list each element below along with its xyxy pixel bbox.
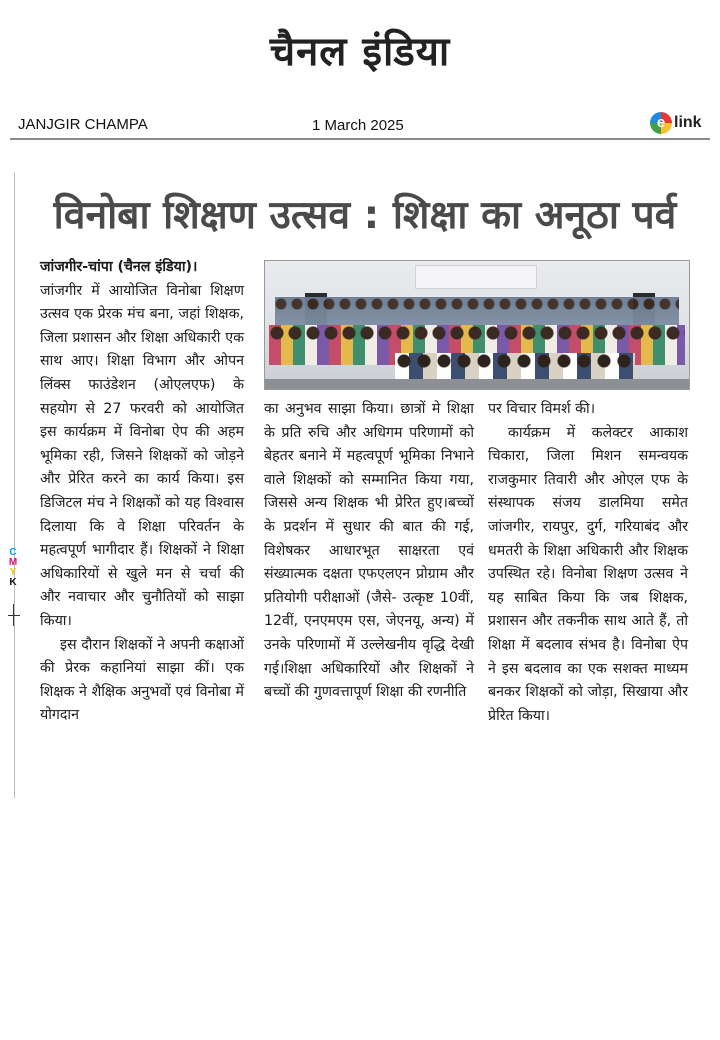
photo-floor (265, 379, 689, 389)
cmyk-c: C (9, 547, 17, 558)
article-headline: विनोबा शिक्षण उत्सव : शिक्षा का अनूठा पर्व (53, 193, 677, 238)
cmyk-m: M (8, 557, 18, 568)
event-banner (415, 265, 537, 289)
column-1-paragraph-2: इस दौरान शिक्षकों ने अपनी कक्षाओं की प्रेरक कहानियां साझा कीं। एक शिक्षक ने शैक्षिक अनुभवों एवं विनोबा में योगदान (40, 636, 244, 724)
edition-label: JANJGIR CHAMPA (18, 116, 148, 133)
article-column-3 (488, 398, 688, 728)
elink-logo (650, 110, 702, 136)
elink-logo-icon: e (650, 112, 672, 134)
elink-logo-text: link (674, 114, 702, 131)
article-column-1 (40, 256, 244, 728)
newspaper-masthead: चैनल इंडिया (269, 28, 451, 75)
header-divider (10, 138, 710, 140)
publication-date: 1 March 2025 (312, 117, 404, 134)
article-dateline: जांजगीर-चांपा (चैनल इंडिया)। (40, 259, 198, 275)
registration-crosshair-icon (8, 604, 20, 626)
article-column-2 (264, 398, 474, 705)
clipping-left-border (14, 172, 15, 798)
column-3-paragraph-1: पर विचार विमर्श की। (488, 401, 596, 417)
cmyk-k: K (9, 577, 17, 588)
cmyk-registration-mark (6, 548, 20, 588)
column-3-paragraph-2: कार्यक्रम में कलेक्टर आकाश चिकारा, जिला मिशन समन्वयक राजकुमार तिवारी और ओएल एफ के संस्थापक संजय डालमिया समेत जांजगीर, रायपुर, दुर्ग, गरियाबंद और धमतरी के शिक्षा अधिकारी और शिक्षक उपस्थित रहे। विनोबा शिक्षण उत्सव ने यह साबित किया कि जब शिक्षक, प्रशासन और तकनीक साथ आते हैं, तो शिक्षा में बदलाव संभव है। विनोबा ऐप ने इस बदलाव का एक सशक्त माध्यम बनकर शिक्षकों को जोड़ा, सिखाया और प्रेरित किया। (488, 424, 688, 724)
cmyk-y: Y (9, 567, 17, 578)
group-photo (264, 260, 690, 390)
column-2-paragraph-1: का अनुभव साझा किया। छात्रों मे शिक्षा के प्रति रुचि और अधिगम परिणामों को बेहतर बनाने में महत्वपूर्ण भूमिका निभाने वाले शिक्षकों को सम्मानित किया गया, जिससे अन्य शिक्षक भी प्रेरित हुए।बच्चों के प्रदर्शन में सुधार की बात की गई, विशेषकर आधारभूत साक्षरता एवं संख्यात्मक दक्षता एफएलएन प्रोग्राम और प्रतियोगी परीक्षाओं (जैसे- उत्कृष्ट 10वीं, 12वीं, एनएमएम एस, जेएनयू, अन्य) में उनके परिणामों में उल्लेखनीय वृद्धि देखी गई।शिक्षा अधिकारियों और शिक्षकों ने बच्चों की गुणवत्तापूर्ण शिक्षा की रणनीति (264, 401, 474, 701)
column-1-paragraph-1: जांजगीर में आयोजित विनोबा शिक्षण उत्सव एक प्रेरक मंच बना, जहां शिक्षक, जिला प्रशासन और शिक्षा अधिकारी एक साथ आए। शिक्षा विभाग और ओपन लिंक्स फाउंडेशन (ओएलएफ) के सहयोग से 27 फरवरी को आयोजित इस कार्यक्रम में विनोबा ऐप की अहम भूमिका रही, जिसने शिक्षकों को जोड़ने और प्रेरित करने का कार्य किया। इस डिजिटल मंच ने शिक्षकों को यह विश्वास दिलाया कि वे शिक्षा परिवर्तन के महत्वपूर्ण भागीदार हैं। शिक्षकों ने शिक्षा अधिकारियों से खुले मन से चर्चा की और नवाचार और चुनौतियों को साझा किया। (40, 282, 244, 629)
